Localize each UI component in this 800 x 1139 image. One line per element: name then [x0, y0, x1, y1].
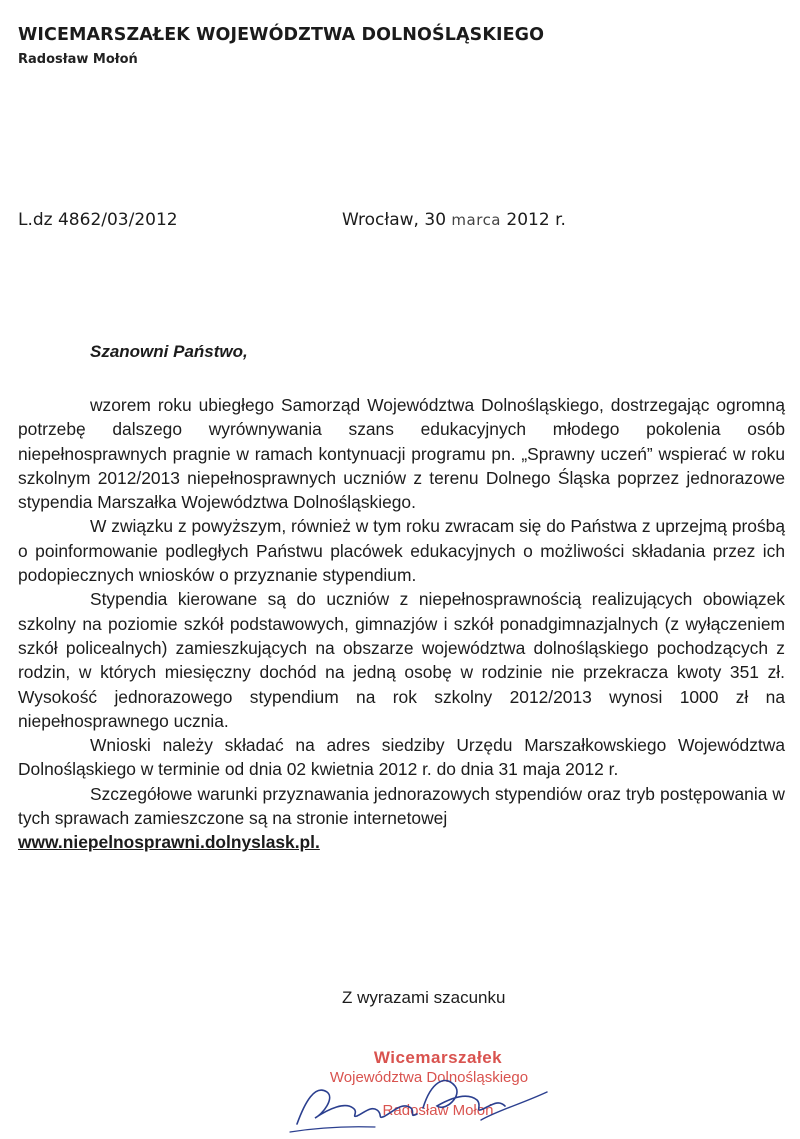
paragraph-4: Wnioski należy składać na adres siedziby Urzędu Marszałkowskiego Województwa Dolnośląskiego w terminie od dnia 02 kwietnia 2012 r. do dnia 31 maja 2012 r. — [18, 735, 785, 780]
date-year: 2012 r. — [506, 210, 566, 230]
letterhead-office: WICEMARSZAŁEK WOJEWÓDZTWA DOLNOŚLĄSKIEGO — [18, 25, 545, 45]
stamp-title: Wicemarszałek — [373, 1048, 503, 1067]
date-day: 30 — [424, 210, 447, 230]
paragraph-2: W związku z powyższym, również w tym roku zwracam się do Państwa z uprzejmą prośbą o poinformowanie podległych Państwu placówek edukacyjnych o możliwości składania przez ich podopiecznych wniosków o przyznanie stypendium. — [18, 516, 785, 586]
handwritten-signature — [285, 1062, 555, 1137]
date-month: marca — [451, 211, 502, 229]
closing: Z wyrazami szacunku — [342, 988, 506, 1007]
place-city: Wrocław, — [342, 210, 419, 230]
place-date — [342, 210, 566, 230]
letter-body — [18, 393, 785, 855]
letterhead — [18, 25, 658, 67]
website-link[interactable]: www.niepelnosprawni.dolnyslask.pl. — [18, 832, 320, 853]
paragraph-5: Szczegółowe warunki przyznawania jednorazowych stypendiów oraz tryb postępowania w tych sprawach zamieszczone są na stronie internetowej — [18, 783, 785, 829]
letterhead-author: Radosław Mołoń — [18, 52, 138, 67]
stamp-name: Radosław Mołoń — [382, 1102, 494, 1119]
reference-number: L.dz 4862/03/2012 — [18, 210, 178, 230]
stamp-office: Województwa Dolnośląskiego — [329, 1069, 529, 1086]
salutation: Szanowni Państwo, — [90, 342, 248, 361]
paragraph-3: Stypendia kierowane są do uczniów z niepełnosprawnością realizujących obowiązek szkolny na poziomie szkół podstawowych, gimnazjów i szkół ponadgimnazjalnych (z wyłączeniem szkół policealnych) zamieszkujących na obszarze województwa dolnośląskiego pochodzących z rodzin, w których miesięczny dochód na jedną osobę w rodzinie nie przekracza kwoty 351 zł. Wysokość jednorazowego stypendium na rok szkolny 2012/2013 wynosi 1000 zł na niepełnosprawnego ucznia. — [18, 589, 785, 731]
paragraph-1: wzorem roku ubiegłego Samorząd Województwa Dolnośląskiego, dostrzegając ogromną potrzebę dalszego wyrównywania szans edukacyjnych młodego pokolenia osób niepełnosprawnych pragnie w ramach kontynuacji programu pn. „Sprawny uczeń” wspierać w roku szkolnym 2012/2013 niepełnosprawnych uczniów z terenu Dolnego Śląska poprzez jednorazowe stypendia Marszałka Województwa Dolnośląskiego. — [18, 395, 785, 513]
